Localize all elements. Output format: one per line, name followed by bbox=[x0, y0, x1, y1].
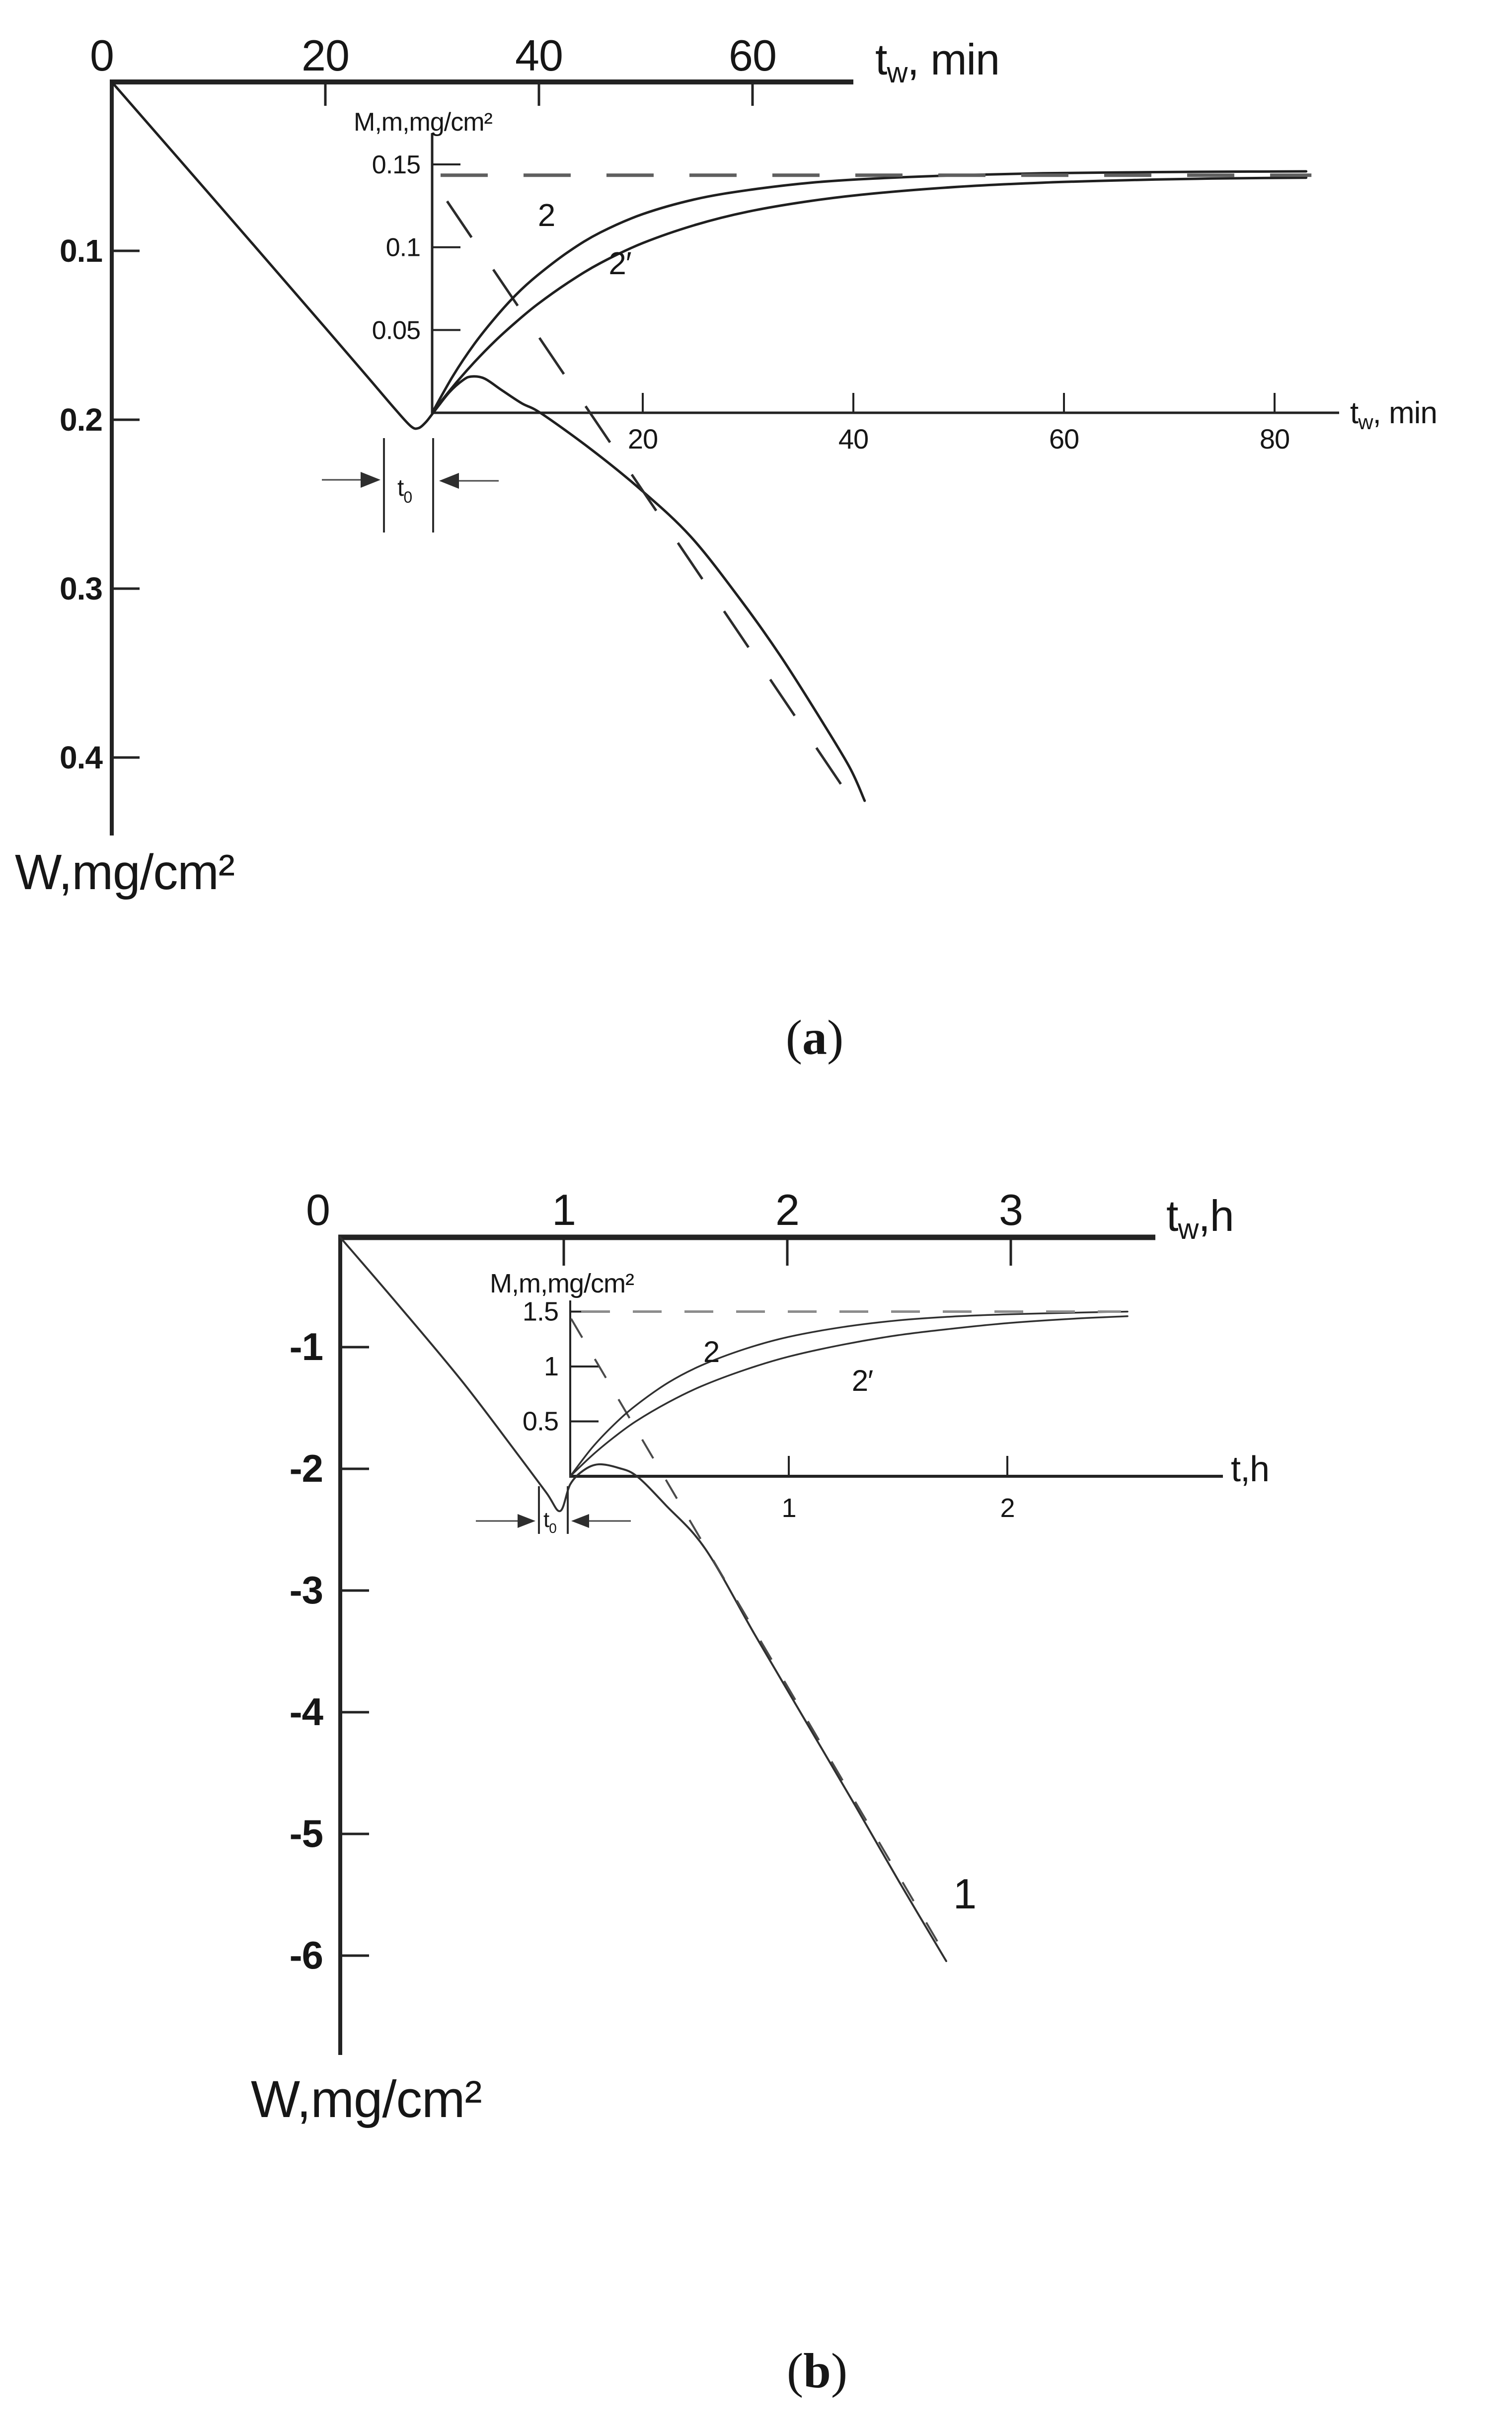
b-inset-x-tick-label: 2 bbox=[1000, 1493, 1015, 1523]
tangent-dashed-line-b bbox=[571, 1319, 948, 1959]
t0-annotation-b bbox=[476, 1486, 631, 1536]
a-main-y-tick-label: 0.2 bbox=[60, 402, 102, 438]
t0-label-a: $t_0$ bbox=[397, 475, 412, 506]
tangent-dashed-line-a bbox=[447, 201, 862, 816]
t0-annotation-a bbox=[322, 438, 499, 532]
b-main-x-tick-label: 0 bbox=[306, 1185, 330, 1234]
curve-label-2prime-b: 2′ bbox=[851, 1364, 873, 1397]
a-main-x-tick-label: 20 bbox=[302, 31, 349, 80]
mass-gain-curve-2prime-b bbox=[570, 1316, 1128, 1476]
a-main-x-tick-label: 60 bbox=[729, 31, 776, 80]
b-inset-y-tick-label: 0.5 bbox=[522, 1406, 558, 1437]
a-inset-y-tick-label: 0.05 bbox=[372, 316, 420, 345]
b-main-y-tick-label: -2 bbox=[289, 1446, 323, 1490]
caption-b: (b) bbox=[786, 2343, 848, 2398]
a-inset-x-tick-label: 80 bbox=[1259, 423, 1290, 455]
b-main-x-tick-label: 3 bbox=[999, 1185, 1023, 1234]
b-main-x-tick-label: 2 bbox=[775, 1185, 799, 1234]
panel-a-main-y-ticks bbox=[60, 233, 140, 775]
b-inset-x-tick-label: 1 bbox=[781, 1493, 796, 1523]
panel-a-inset-y-axis-title: M,m,mg/cm² bbox=[354, 108, 492, 137]
a-inset-x-tick-label: 40 bbox=[838, 423, 869, 455]
caption-a: (a) bbox=[785, 1010, 844, 1065]
t0-right-arrow-head-icon bbox=[571, 1514, 589, 1528]
a-inset-y-tick-label: 0.15 bbox=[372, 151, 420, 180]
mass-gain-curve-2-a bbox=[432, 171, 1306, 413]
panel-b-inset-x-axis-title: t,h bbox=[1231, 1449, 1270, 1489]
panel-b-x-axis-title: tw,h bbox=[1166, 1191, 1234, 1245]
curve-label-1-b: 1 bbox=[953, 1871, 977, 1918]
curve-label-2-a: 2 bbox=[537, 197, 555, 233]
b-main-y-tick-label: -6 bbox=[289, 1933, 323, 1977]
panel-a-y-axis-title: W,mg/cm² bbox=[15, 844, 234, 900]
a-main-y-tick-label: 0.4 bbox=[60, 740, 102, 775]
b-main-x-tick-label: 1 bbox=[552, 1185, 576, 1234]
a-inset-x-tick-label: 20 bbox=[627, 423, 658, 455]
b-main-y-tick-label: -3 bbox=[289, 1568, 323, 1612]
panel-b-inset-y-axis-title: M,m,mg/cm² bbox=[490, 1269, 634, 1298]
panel-b-y-axis-title: W,mg/cm² bbox=[251, 2070, 482, 2128]
panel-b-main-x-ticks bbox=[306, 1185, 1023, 1266]
t0-left-arrow-head-icon bbox=[361, 472, 380, 488]
t0-left-arrow-head-icon bbox=[518, 1514, 535, 1528]
mass-gain-curve-2prime-a bbox=[432, 178, 1306, 413]
weight-loss-curve-b bbox=[340, 1237, 946, 1961]
panel-a-inset-x-ticks bbox=[628, 393, 1289, 455]
b-main-y-tick-label: -5 bbox=[289, 1812, 323, 1855]
b-main-y-tick-label: -4 bbox=[289, 1690, 323, 1734]
panel-b-inset-y-ticks bbox=[523, 1297, 599, 1437]
panel-a-x-axis-title: tw, min bbox=[875, 35, 1000, 89]
b-inset-y-tick-label: 1 bbox=[543, 1352, 558, 1381]
t0-label-b: $t_0$ bbox=[543, 1508, 556, 1536]
panel-b bbox=[251, 1185, 1269, 2398]
panel-a bbox=[15, 31, 1437, 1065]
a-inset-x-tick-label: 60 bbox=[1049, 423, 1079, 455]
curve-label-2prime-a: 2′ bbox=[608, 245, 631, 281]
curve-label-2-b: 2 bbox=[703, 1335, 720, 1368]
panel-a-main-x-ticks bbox=[90, 31, 776, 106]
panel-a-inset-y-ticks bbox=[372, 151, 460, 345]
b-inset-y-tick-label: 1.5 bbox=[522, 1296, 558, 1327]
panel-b-inset-x-ticks bbox=[781, 1456, 1014, 1523]
a-main-y-tick-label: 0.1 bbox=[60, 233, 102, 269]
a-inset-y-tick-label: 0.1 bbox=[385, 233, 420, 262]
panel-a-inset-x-axis-title: tw, min bbox=[1350, 396, 1437, 434]
a-main-x-tick-label: 40 bbox=[515, 31, 563, 80]
mass-gain-curve-2-b bbox=[570, 1312, 1128, 1477]
t0-right-arrow-head-icon bbox=[439, 473, 459, 489]
a-main-x-tick-label: 0 bbox=[90, 31, 114, 80]
panel-b-main-y-ticks bbox=[290, 1325, 369, 1977]
a-main-y-tick-label: 0.3 bbox=[60, 571, 102, 607]
b-main-y-tick-label: -1 bbox=[289, 1325, 323, 1368]
